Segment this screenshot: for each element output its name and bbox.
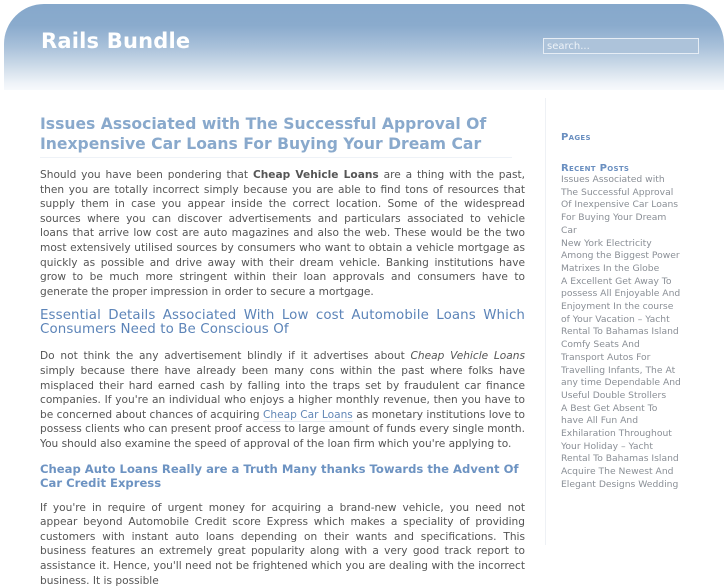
- site-header: [4, 4, 724, 90]
- section-heading-2: Cheap Auto Loans Really are a Truth Many thanks Towards the Advent Of Car Credit Express: [40, 461, 519, 491]
- list-item: [561, 403, 681, 467]
- post-title-text[interactable]: Issues Associated with The Successful Approval Of Inexpensive Car Loans For Buying Your Dream Car: [40, 115, 487, 153]
- post-title[interactable]: [40, 114, 512, 158]
- recent-post-link[interactable]: A Excellent Get Away To possess All Enjoyable And Enjoyment In the course of Your Vacation – Yacht Rental To Bahamas Island: [561, 275, 681, 338]
- recent-post-link[interactable]: New York Electricity Among the Biggest Power Matrixes In the Globe: [561, 237, 680, 274]
- cheap-car-loans-link[interactable]: Cheap Car Loans: [263, 408, 353, 421]
- sidebar: [561, 132, 681, 492]
- paragraph-3: If you're in require of urgent money for acquiring a brand-new vehicle, you need not appear beyond Automobile Credit score Express which makes a speciality of providing customers with instant auto loans depending on their wants and specifications. This business features an extremely great popularity along with a very good track report to assistance it. Hence, you'll need not be frightened which you are dealing with the incorrect business. It is possible: [40, 501, 525, 587]
- pages-heading: Pages: [561, 132, 591, 143]
- list-item: [561, 466, 681, 491]
- recent-post-link[interactable]: Comfy Seats And Transport Autos For Travelling Infants, The At any time Dependable And Useful Double Strollers: [561, 339, 681, 401]
- paragraph-1: Should you have been pondering that Cheap Vehicle Loans are a thing with the past, then you are totally incorrect simply because you are able to find tons of resources that supply them in case you appear inside the correct location. Some of the widespread sources where you can discover advertisements and particulars associated to vehicle loans that arrive low cost are auto magazines and also the web. These would be the two most extensively utilised sources by consumers who want to obtain a vehicle mortgage as quickly as possible and drive away with their dream vehicle. Banking institutions have grow to be much more stringent within their loan approvals and consumers have to generate the proper impression in order to secure a mortgage.: [40, 169, 525, 298]
- main-content: [40, 114, 525, 588]
- site-title[interactable]: Rails Bundle: [41, 29, 191, 53]
- paragraph-2: Do not think the any advertisement blindly if it advertises about Cheap Vehicle Loans simply because there have already been many cons within the past where folks have misplaced their hard earned cash by falling into the traps set by fraudulent car finance companies. If you're an individual who enjoys a higher monthly revenue, then you have to be concerned about chances of acquiring Cheap Car Loans as monetary institutions love to possess clients who can present proof access to large amount of funds every single month. You should also examine the speed of approval of the loan firm which you're applying to.: [40, 350, 526, 450]
- recent-posts-list: [561, 174, 681, 492]
- sidebar-divider: [545, 98, 546, 545]
- list-item: [561, 276, 681, 340]
- recent-posts-heading: Recent Posts: [561, 163, 630, 174]
- recent-post-link[interactable]: Acquire The Newest And Elegant Designs Wedding: [561, 466, 679, 490]
- bold-keyword: Cheap Vehicle Loans: [252, 169, 379, 181]
- list-item: [561, 339, 681, 403]
- recent-post-link[interactable]: Issues Associated with The Successful Approval Of Inexpensive Car Loans For Buying Your Dream Car: [561, 174, 679, 236]
- list-item: [561, 238, 681, 276]
- recent-post-link[interactable]: A Best Get Absent To have All Fun And Exhilaration Throughout Your Holiday – Yacht Rental To Bahamas Island: [561, 402, 679, 465]
- section-heading-1: Essential Details Associated With Low cost Automobile Loans Which Consumers Need to Be Conscious Of: [40, 308, 525, 338]
- italic-keyword: Cheap Vehicle Loans: [410, 350, 526, 363]
- search-input[interactable]: [543, 38, 699, 54]
- list-item: [561, 174, 681, 238]
